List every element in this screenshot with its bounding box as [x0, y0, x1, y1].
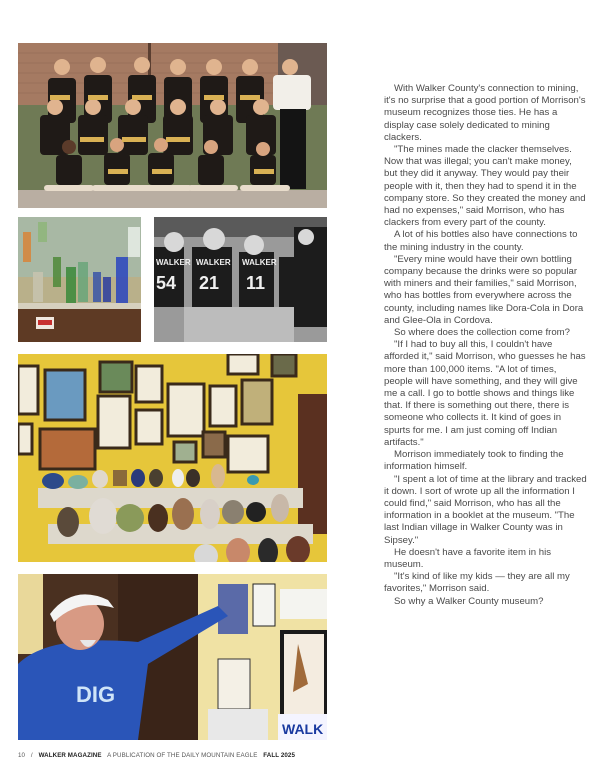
svg-text:21: 21	[199, 273, 220, 293]
paragraph: So where does the collection come from?	[394, 327, 570, 339]
page-number: 10	[18, 752, 26, 759]
svg-text:WALKER: WALKER	[196, 258, 231, 267]
paragraph: "It's kind of like my kids — they are all my favorites," Morrison said.	[384, 571, 570, 595]
publication-line: A PUBLICATION OF THE DAILY MOUNTAIN EAGLE	[107, 752, 258, 759]
paragraph: He doesn't have a favorite item in his museum.	[384, 546, 552, 570]
svg-text:11: 11	[246, 273, 266, 293]
paragraph: Morrison immediately took to finding the information himself.	[384, 449, 564, 473]
paragraph: So why a Walker County museum?	[394, 595, 544, 607]
issue-label: FALL 2025	[263, 752, 296, 759]
paragraph: "I spent a lot of time at the library and tracked it down. I sort of wrote up all the information I could find," said Morrison, who has all the information in a booklet at the museum. "The last Indian village in Walker County was in Sipsey."	[384, 473, 587, 546]
paragraph: With Walker County's connection to mining, it's no surprise that a good portion of Morrison's museum recognizes those ties. He has a display case solely dedicated to mining clackers.	[384, 83, 586, 143]
team-photo	[18, 43, 327, 208]
paragraph: "Every mine would have their own bottling company because the drinks were so popular with miners and their families," said Morrison, who has bottles from everywhere across the county, including names like Dora-Cola in Dora and Glee-Ola in Cordova.	[384, 253, 584, 326]
paragraph: "If I had to buy all this, I couldn't have afforded it," said Morrison, who guesses he has more than 100,000 items. "A lot of times, people will have something, and they will give me a call. I go to bottle shows and things like that. If there is something out there, there is someone who collects it. It kind of goes in spurts for me. I am just coming off Indian artifacts."	[384, 339, 586, 448]
pottery-wall-photo	[18, 354, 327, 562]
morrison-pointing-photo	[18, 574, 327, 740]
svg-text:WALKER: WALKER	[242, 258, 277, 267]
paragraph: "The mines made the clacker themselves. Now that was illegal; you can't make money, but they did it anyway. They would pay their people with it, then they had to spend it in the company store. So they created the money and had no expenses," said Morrison, who has clackers from every part of the county.	[384, 144, 586, 229]
svg-text:WALKER: WALKER	[156, 258, 191, 267]
bottles-photo	[18, 217, 141, 342]
page-footer	[18, 752, 299, 759]
football-photo	[154, 217, 327, 342]
article-body	[384, 83, 587, 608]
footer-separator: /	[30, 752, 33, 759]
svg-text:WALK: WALK	[282, 721, 324, 737]
paragraph: A lot of his bottles also have connections to the mining industry in the county.	[384, 229, 578, 253]
svg-text:54: 54	[156, 273, 177, 293]
svg-text:DIG: DIG	[76, 682, 116, 707]
magazine-name: WALKER MAGAZINE	[38, 752, 102, 759]
